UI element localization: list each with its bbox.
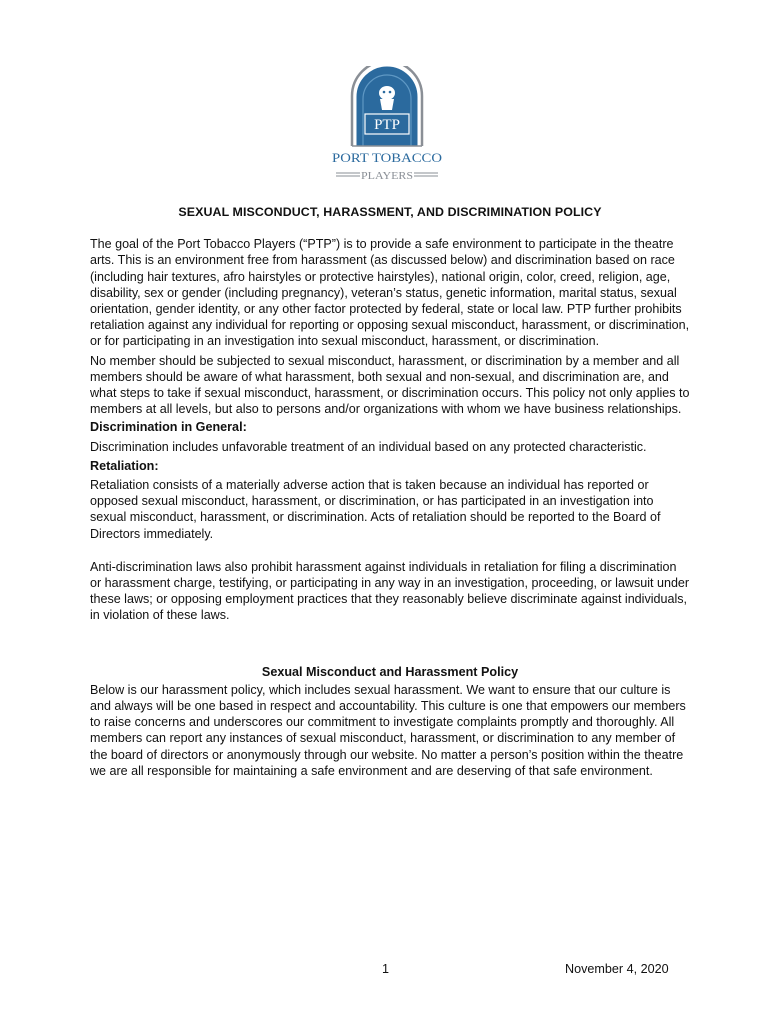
retaliation-paragraph: Retaliation consists of a materially adverse action that is taken because an individual has reported or opposed sexual misconduct, harassment, or discrimination, or has participated in an investigation into sexual misconduct, harassment, or discrimination. Acts of retaliation should be reported to the Board of Directors immediately. [90, 478, 661, 541]
document-date: November 4, 2020 [565, 962, 669, 976]
logo-badge-text: PTP [374, 117, 400, 133]
discrimination-heading: Discrimination in General: [90, 420, 247, 435]
harassment-policy-paragraph: Below is our harassment policy, which includes sexual harassment. We want to ensure that our culture is and always will be one based in respect and accountability. This culture is one that empowers our members to raise concerns and underscores our commitment to investigate complaints promptly and thoroughly. All members can report any instances of sexual misconduct, harassment, or discrimination to any member of the board of directors or anonymously through our website. No matter a person’s position within the theatre we are all responsible for maintaining a safe environment and are deserving of that safe environment. [90, 682, 686, 778]
no-member-paragraph: No member should be subjected to sexual misconduct, harassment, or discrimination by a member and all members should be aware of what harassment, both sexual and non-sexual, and discrimination are, and what steps to take if sexual misconduct, harassment, or discrimination occurs. This policy not only applies to members at all levels, but also to persons and/or organizations with whom we have business relationships. [90, 353, 690, 417]
retaliation-heading: Retaliation: [90, 458, 159, 473]
harassment-policy-heading: Sexual Misconduct and Harassment Policy [261, 664, 519, 679]
logo-name-line1: PORT TOBACCO [332, 151, 442, 165]
anti-discrimination-paragraph: Anti-discrimination laws also prohibit harassment against individuals in retaliation for filing a discrimination or harassment charge, testifying, or participating in any way in an investigation, proceeding, or lawsuit under these laws; or opposing employment practices that they reasonably believe discriminate against individuals, in violation of these laws. [90, 559, 690, 623]
document-body [90, 204, 690, 779]
port-tobacco-players-logo [330, 66, 444, 184]
logo-name-line2: PLAYERS [361, 170, 413, 182]
intro-paragraph: The goal of the Port Tobacco Players (“PTP”) is to provide a safe environment to participate in the theatre arts. This is an environment free from harassment (as discussed below) and discrimination based on race (including hair textures, afro hairstyles or protective hairstyles), national origin, color, creed, religion, age, disability, sex or gender (including pregnancy), veteran’s status, genetic information, marital status, sexual orientation, gender identity, or any other factor protected by federal, state or local law. PTP further prohibits retaliation against any individual for reporting or opposing sexual misconduct, harassment, or discrimination, or for participating in an investigation into sexual misconduct, harassment, or discrimination. [90, 237, 690, 349]
page-number: 1 [382, 962, 390, 976]
discrimination-paragraph: Discrimination includes unfavorable treatment of an individual based on any protected characteristic. [90, 439, 647, 454]
logo-graphic [330, 66, 444, 184]
document-title: SEXUAL MISCONDUCT, HARASSMENT, AND DISCRIMINATION POLICY [178, 205, 602, 219]
